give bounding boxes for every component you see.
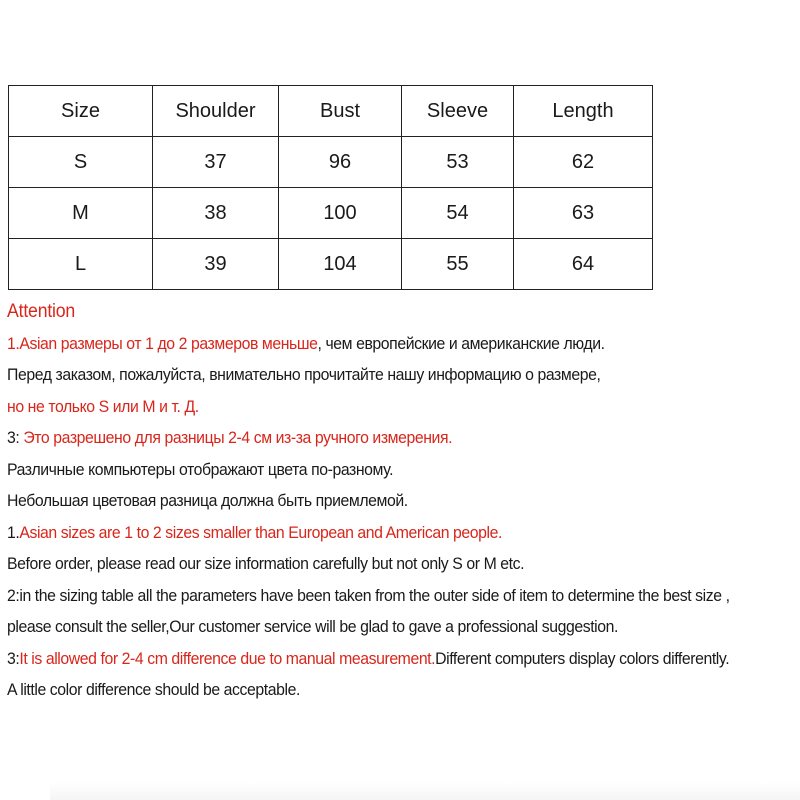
table-cell: 53 <box>402 137 514 188</box>
table-cell: 100 <box>279 188 402 239</box>
header-sleeve: Sleeve <box>402 86 514 137</box>
table-cell: 104 <box>279 239 402 290</box>
note-en-line-3 <box>7 580 742 612</box>
table-cell: M <box>9 188 153 239</box>
note-text: 3: <box>7 648 20 668</box>
note-text: , чем европейские и американские люди. <box>317 333 605 353</box>
header-shoulder: Shoulder <box>153 86 279 137</box>
note-text-red: Это разрешено для разницы 2-4 см из-за ручного измерения. <box>23 428 453 447</box>
bottom-fade-strip <box>50 782 800 800</box>
note-text: A little color difference should be acceptable. <box>7 680 300 699</box>
table-cell: 64 <box>514 239 653 290</box>
note-text: Different computers display colors differently. <box>435 648 730 668</box>
table-row <box>9 137 653 188</box>
note-en-line-1 <box>7 517 742 549</box>
note-text: 2:in the sizing table all the parameters have been taken from the outer side of item to determine the best size , <box>7 585 730 605</box>
note-en-line-5 <box>7 643 742 675</box>
note-ru-line-2 <box>7 359 742 391</box>
note-ru-line-5 <box>7 454 742 486</box>
table-cell: 55 <box>402 239 514 290</box>
table-cell: 39 <box>153 239 279 290</box>
table-cell: 62 <box>514 137 653 188</box>
note-text-red: 1.Asian размеры от 1 до 2 размеров меньше <box>7 333 318 353</box>
note-text-red: Asian sizes are 1 to 2 sizes smaller than European and American people. <box>19 522 503 542</box>
note-text: 3: <box>7 428 24 447</box>
header-bust: Bust <box>279 86 402 137</box>
table-cell: S <box>9 137 153 188</box>
note-text: Небольшая цветовая разница должна быть приемлемой. <box>7 491 408 510</box>
size-notes <box>7 296 797 706</box>
header-size: Size <box>9 86 153 137</box>
table-row <box>9 188 653 239</box>
table-cell: 38 <box>153 188 279 239</box>
note-text: 1. <box>7 522 20 542</box>
note-en-line-6 <box>7 674 742 706</box>
note-text: Различные компьютеры отображают цвета по-разному. <box>7 459 394 479</box>
note-text-red: It is allowed for 2-4 cm difference due to manual measurement. <box>19 648 436 668</box>
table-row <box>9 239 653 290</box>
note-ru-line-1 <box>7 328 742 360</box>
note-text: Before order, please read our size information carefully but not only S or M etc. <box>7 554 525 573</box>
note-text-red: но не только S или M и т. Д. <box>7 396 199 416</box>
note-en-line-4 <box>7 611 742 643</box>
note-ru-line-4 <box>7 422 742 454</box>
table-cell: 96 <box>279 137 402 188</box>
note-ru-line-3 <box>7 391 742 423</box>
size-chart-table <box>8 85 653 290</box>
header-length: Length <box>514 86 653 137</box>
note-ru-line-6 <box>7 485 742 517</box>
table-cell: 54 <box>402 188 514 239</box>
table-cell: 37 <box>153 137 279 188</box>
note-text: please consult the seller,Our customer service will be glad to gave a professional suggestion. <box>7 617 618 636</box>
table-header-row <box>9 86 653 137</box>
table-cell: L <box>9 239 153 290</box>
attention-heading: Attention <box>7 301 76 322</box>
note-text: Перед заказом, пожалуйста, внимательно прочитайте нашу информацию о размере, <box>7 365 601 384</box>
table-cell: 63 <box>514 188 653 239</box>
note-en-line-2 <box>7 548 742 580</box>
